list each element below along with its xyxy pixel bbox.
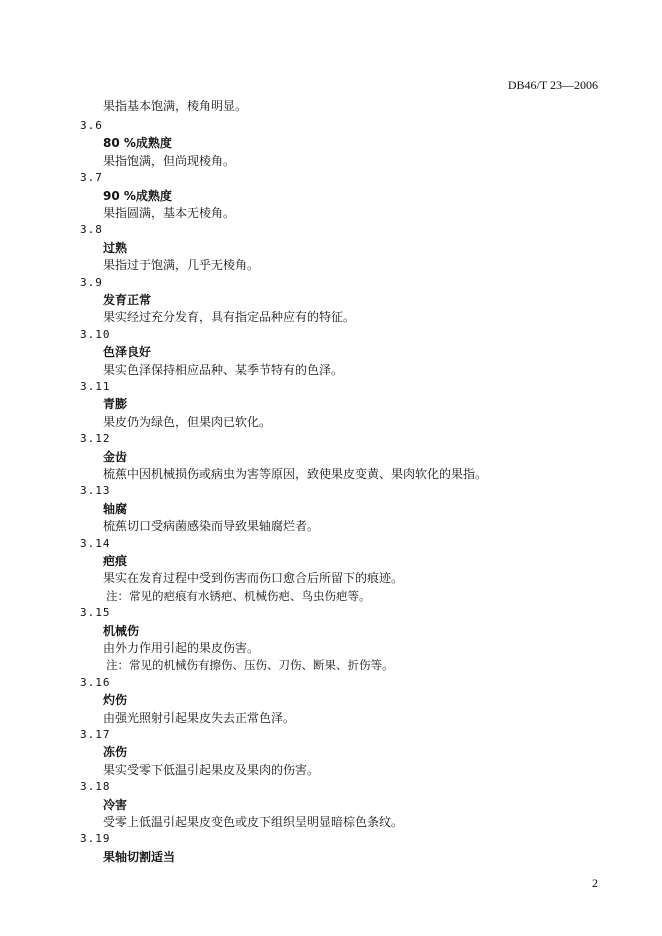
term-definition: 梳蕉中因机械损伤或病虫为害等原因，致使果皮变黄、果肉软化的果指。 bbox=[103, 467, 488, 481]
intro-definition: 果指基本饱满，棱角明显。 bbox=[103, 99, 248, 113]
clause-number: 3.19 bbox=[80, 832, 111, 846]
term-definition: 果实色泽保持相应品种、某季节特有的色泽。 bbox=[103, 362, 344, 377]
term-definition: 果指饱满，但尚现棱角。 bbox=[103, 153, 236, 168]
clause-number: 3.17 bbox=[80, 728, 111, 741]
clause-number: 3.13 bbox=[80, 484, 111, 498]
term-heading: 果轴切割适当 bbox=[103, 849, 176, 864]
clause-number: 3.18 bbox=[80, 780, 111, 794]
term-note: 注：常见的机械伤有擦伤、压伤、刀伤、断果、折伤等。 bbox=[106, 658, 394, 673]
term-heading: 发育正常 bbox=[103, 293, 152, 307]
term-definition: 果指过于饱满，几乎无棱角。 bbox=[103, 258, 260, 273]
document-code: DB46/T 23—2006 bbox=[507, 78, 598, 92]
clause-number: 3.9 bbox=[80, 275, 103, 289]
term-heading: 90 %成熟度 bbox=[103, 188, 172, 203]
clause-number: 3.6 bbox=[80, 119, 103, 132]
clause-number: 3.12 bbox=[80, 432, 111, 446]
term-definition: 果实受零下低温引起果皮及果肉的伤害。 bbox=[103, 762, 320, 777]
term-definition: 受零上低温引起果皮变色或皮下组织呈明显暗棕色条纹。 bbox=[103, 815, 404, 829]
clause-number: 3.14 bbox=[80, 536, 111, 550]
term-heading: 80 %成熟度 bbox=[103, 136, 172, 151]
term-heading: 机械伤 bbox=[103, 623, 140, 638]
term-definition: 由强光照射引起果皮失去正常色泽。 bbox=[103, 710, 296, 725]
term-heading: 冷害 bbox=[103, 797, 128, 812]
term-definition: 果指圆满，基本无棱角。 bbox=[103, 206, 236, 220]
term-heading: 冻伤 bbox=[103, 745, 128, 760]
term-heading: 灼伤 bbox=[103, 693, 128, 708]
term-heading: 金齿 bbox=[103, 449, 128, 464]
clause-number: 3.11 bbox=[80, 380, 111, 393]
term-definition: 梳蕉切口受病菌感染而导致果轴腐烂者。 bbox=[103, 519, 320, 534]
term-definition: 果实经过充分发育，具有指定品种应有的特征。 bbox=[103, 310, 356, 325]
term-heading: 轴腐 bbox=[103, 501, 128, 516]
page-number: 2 bbox=[592, 876, 598, 890]
term-note: 注：常见的疤痕有水锈疤、机械伤疤、鸟虫伤疤等。 bbox=[106, 588, 371, 603]
term-definition: 由外力作用引起的果皮伤害。 bbox=[103, 641, 260, 655]
term-heading: 疤痕 bbox=[103, 554, 128, 568]
term-heading: 过熟 bbox=[103, 240, 128, 255]
clause-number: 3.8 bbox=[80, 223, 103, 237]
term-definition: 果实在发育过程中受到伤害而伤口愈合后所留下的痕迹。 bbox=[103, 571, 404, 586]
term-definition: 果皮仍为绿色，但果肉已软化。 bbox=[103, 414, 272, 429]
term-heading: 色泽良好 bbox=[103, 345, 152, 360]
clause-number: 3.15 bbox=[80, 606, 111, 620]
clause-number: 3.10 bbox=[80, 327, 111, 341]
clause-number: 3.16 bbox=[80, 675, 111, 689]
clause-number: 3.7 bbox=[80, 171, 103, 185]
term-heading: 青膨 bbox=[103, 397, 128, 412]
